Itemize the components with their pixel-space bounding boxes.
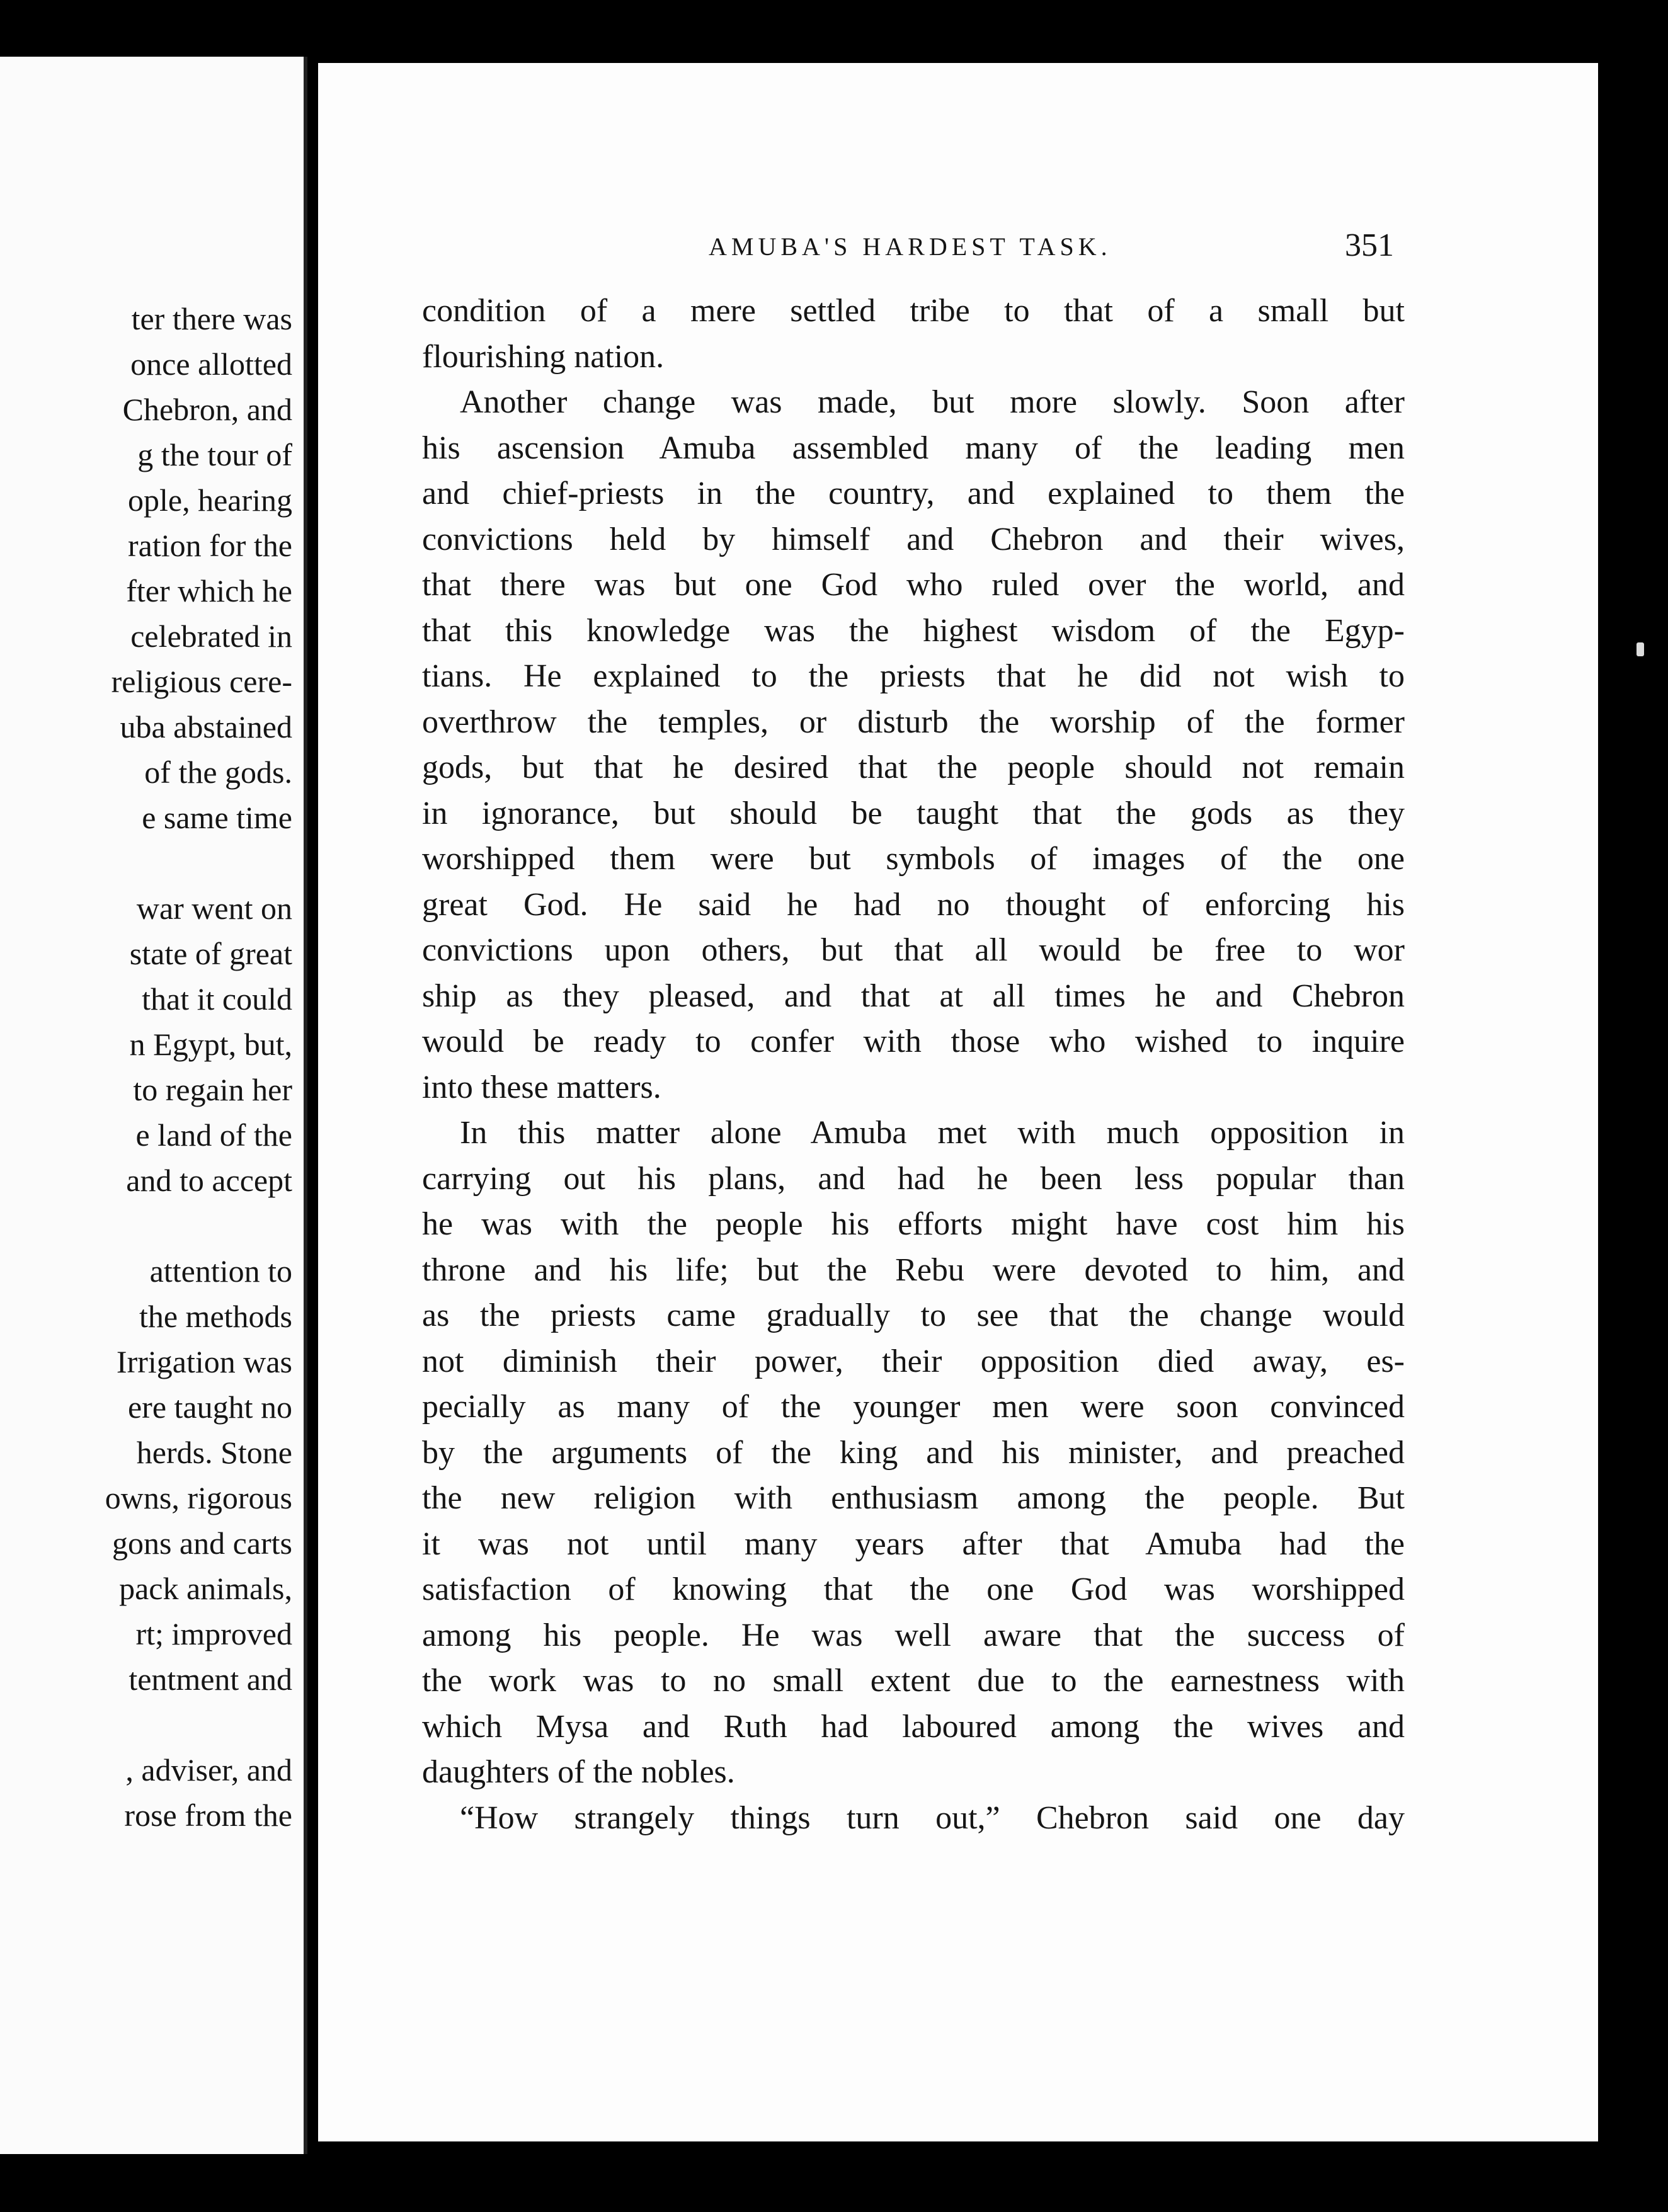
running-head: AMUBA'S HARDEST TASK. [709, 232, 1112, 261]
text-line: it was not until many years after that Amuba had the [422, 1525, 1405, 1562]
scan-speck [1637, 642, 1644, 656]
left-page-text [3, 296, 292, 1838]
left-line: owns, rigorous [105, 1480, 292, 1515]
text-line: pecially as many of the younger men were soon convinced [422, 1389, 1405, 1425]
text-line: the work was to no small extent due to the earnestness with [422, 1663, 1405, 1699]
body-text [422, 288, 1405, 1841]
text-line: In this matter alone Amuba met with much opposition in [460, 1115, 1405, 1151]
left-line: celebrated in [130, 619, 292, 654]
left-line: uba abstained [120, 709, 292, 744]
left-line: that it could [142, 981, 292, 1017]
left-line: Chebron, and [122, 392, 292, 427]
left-line: war went on [136, 891, 292, 926]
page-number: 351 [1345, 227, 1394, 263]
text-line: he was with the people his efforts might have cost him his [422, 1206, 1405, 1242]
text-line: overthrow the temples, or disturb the worship of the former [422, 704, 1405, 740]
left-page [0, 57, 307, 2154]
text-line: gods, but that he desired that the people should not remain [422, 750, 1405, 785]
left-line: of the gods. [144, 755, 292, 790]
text-line: convictions held by himself and Chebron and their wives, [422, 521, 1405, 557]
text-line: that there was but one God who ruled over the world, and [422, 567, 1405, 603]
text-line: “How strangely things turn out,” Chebron said one day [460, 1799, 1405, 1836]
text-line: Another change was made, but more slowly. Soon after [460, 384, 1405, 420]
left-line: , adviser, and [125, 1752, 292, 1787]
text-line: throne and his life; but the Rebu were devoted to him, and [422, 1251, 1405, 1288]
text-line: which Mysa and Ruth had laboured among the wives and [422, 1708, 1405, 1745]
left-line: once allotted [130, 346, 292, 382]
text-line: worshipped them were but symbols of images of the one [422, 841, 1405, 877]
text-line: carrying out his plans, and had he been less popular than [422, 1160, 1405, 1197]
left-line: Irrigation was [116, 1344, 292, 1379]
text-line: flourishing nation. [422, 338, 665, 375]
left-line: attention to [149, 1253, 292, 1289]
text-line: tians. He explained to the priests that he did not wish to [422, 658, 1405, 694]
left-line: to regain her [133, 1072, 292, 1107]
text-line: among his people. He was well aware that the success of [422, 1617, 1405, 1653]
left-paragraph-gap [3, 1203, 292, 1248]
left-line: the methods [139, 1299, 292, 1334]
left-line: pack animals, [119, 1571, 292, 1606]
left-line: e land of the [135, 1117, 292, 1153]
text-line: satisfaction of knowing that the one God was worshipped [422, 1571, 1405, 1607]
text-line: into these matters. [422, 1069, 661, 1105]
text-line: ship as they pleased, and that at all times he and Chebron [422, 978, 1405, 1014]
left-line: rt; improved [135, 1616, 292, 1651]
text-line: not diminish their power, their opposition died away, es- [422, 1343, 1405, 1379]
left-line: n Egypt, but, [129, 1027, 292, 1062]
text-line: would be ready to confer with those who wished to inquire [422, 1023, 1405, 1059]
text-line: and chief-priests in the country, and explained to them the [422, 476, 1405, 511]
left-line: ration for the [127, 528, 292, 563]
left-line: religious cere- [111, 664, 292, 699]
text-line: in ignorance, but should be taught that the gods as they [422, 795, 1405, 831]
left-line: ople, hearing [127, 482, 292, 518]
left-line: fter which he [126, 573, 292, 608]
text-line: the new religion with enthusiasm among the people. But [422, 1480, 1405, 1516]
left-line: g the tour of [137, 437, 292, 472]
left-line: e same time [142, 800, 292, 835]
left-line: state of great [129, 936, 292, 971]
text-line: that this knowledge was the highest wisdom of the Egyp- [422, 612, 1405, 649]
left-line: herds. Stone [136, 1435, 292, 1470]
text-line: by the arguments of the king and his minister, and preached [422, 1434, 1405, 1471]
right-page [318, 63, 1598, 2141]
left-paragraph-gap [3, 840, 292, 886]
left-line: ere taught no [127, 1389, 292, 1425]
left-line: and to accept [126, 1163, 292, 1198]
text-line: convictions upon others, but that all would be free to wor [422, 932, 1405, 968]
text-line: daughters of the nobles. [422, 1754, 735, 1790]
text-line: great God. He said he had no thought of enforcing his [422, 886, 1405, 923]
text-line: as the priests came gradually to see that the change would [422, 1297, 1405, 1333]
text-line: condition of a mere settled tribe to that of a small but [422, 293, 1405, 329]
text-line: his ascension Amuba assembled many of the leading men [422, 430, 1405, 466]
left-line: ter there was [131, 301, 292, 336]
left-line: gons and carts [111, 1525, 292, 1561]
left-line: rose from the [124, 1798, 292, 1833]
left-line: tentment and [129, 1662, 292, 1697]
left-paragraph-gap [3, 1702, 292, 1747]
